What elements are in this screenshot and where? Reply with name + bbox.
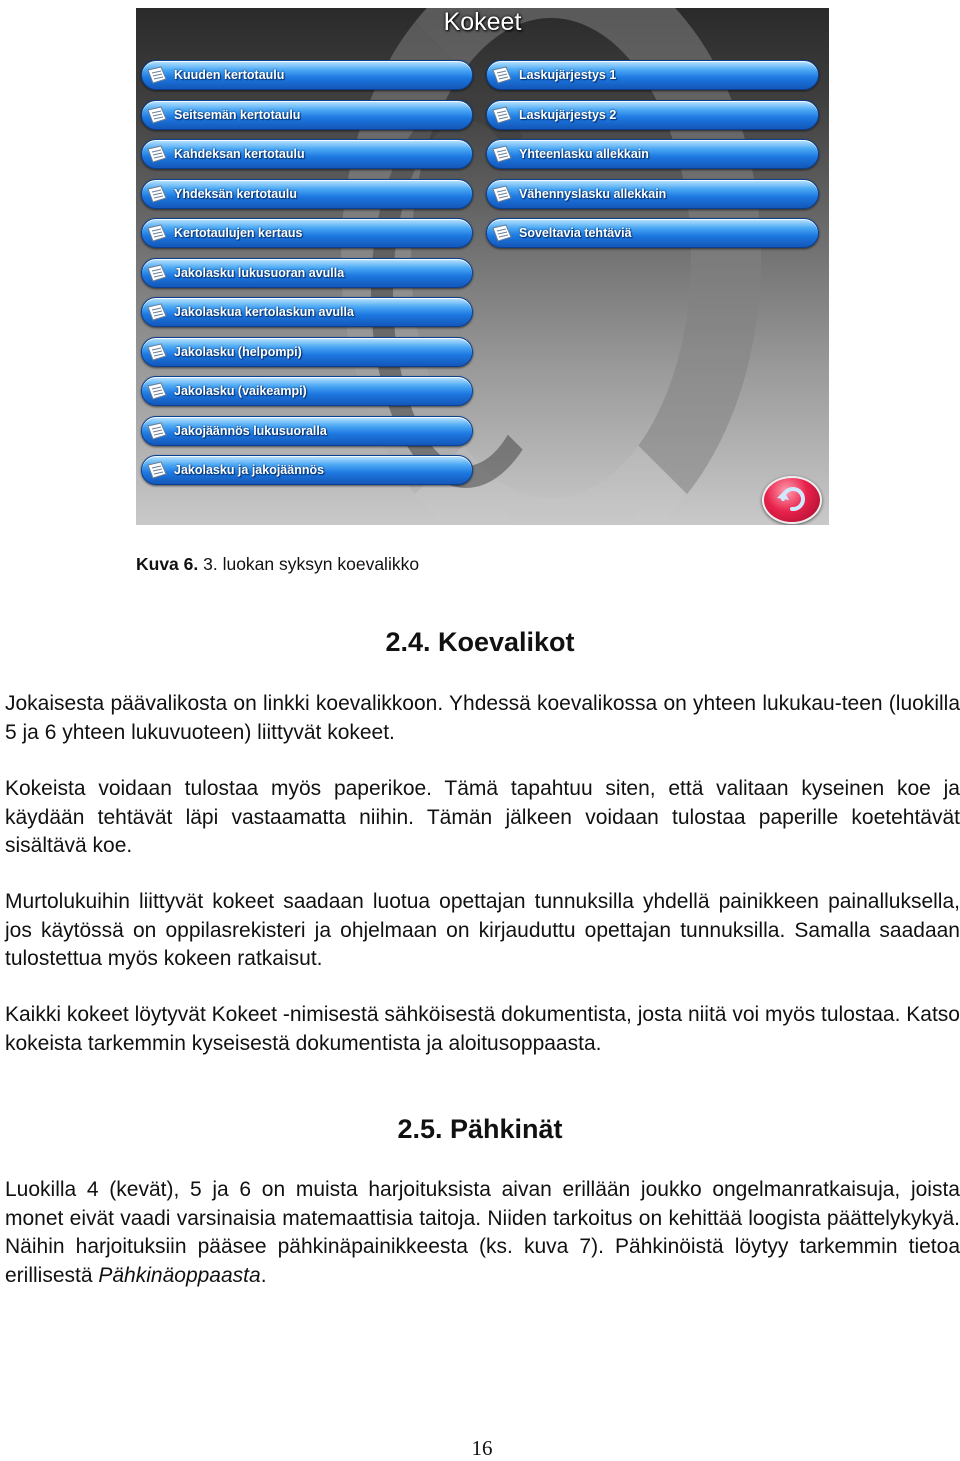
document-icon: [491, 106, 513, 124]
test-menu-left-button[interactable]: [141, 416, 473, 446]
test-menu-left-button[interactable]: [141, 376, 473, 406]
document-icon: [146, 145, 168, 163]
app-title: Kokeet: [443, 8, 522, 36]
test-menu-left-button[interactable]: [141, 179, 473, 209]
test-menu-left-button-label: Yhdeksän kertotaulu: [174, 186, 297, 201]
test-menu-right-button[interactable]: [486, 218, 819, 248]
test-menu-left-button-label: Kahdeksan kertotaulu: [174, 147, 305, 161]
paragraph-1: Jokaisesta päävalikosta on linkki koevalikkoon. Yhdessä koevalikossa on yhteen lukukau-teen (luokilla 5 ja 6 yhteen lukuvuoteen) liittyvät kokeet.: [5, 692, 960, 744]
document-icon: [146, 66, 168, 84]
document-icon: [146, 224, 168, 242]
paragraph-2: Kokeista voidaan tulostaa myös paperikoe. Tämä tapahtuu siten, että valitaan kyseinen koe ja käydään tehtävät läpi vastaamatta niihin. Tämän jälkeen voidaan tulostaa paperille koetehtävät sisältävä koe.: [5, 777, 960, 857]
caption-text: 3. luokan syksyn koevalikko: [203, 554, 420, 574]
back-button[interactable]: [762, 476, 822, 524]
return-arrow-icon: [775, 484, 809, 514]
test-menu-left-button[interactable]: [141, 258, 473, 288]
document-icon: [146, 303, 168, 321]
caption-label: Kuva 6.: [136, 554, 199, 574]
document-icon: [146, 422, 168, 440]
paragraph-pahkinat-end: .: [260, 1263, 267, 1287]
paragraph-3: Murtolukuihin liittyvät kokeet saadaan luotua opettajan tunnuksilla yhdellä painikkeen painalluksella, jos käytössä on oppilasrekisteri ja ohjelmaan on kirjauduttu opettajan tunnuksilla. Samalla saadaan tulostettua myös kokeen ratkaisut.: [5, 890, 960, 970]
heading-koevalikot: 2.4. Koevalikot: [385, 627, 575, 657]
test-menu-left-button-label: Jakolasku lukusuoran avulla: [174, 265, 345, 280]
koevalikko-screenshot: [136, 8, 829, 525]
test-menu-right-button[interactable]: [486, 100, 819, 130]
document-icon: [146, 461, 168, 479]
test-menu-right-button[interactable]: [486, 139, 819, 169]
test-menu-left-button-label: Kertotaulujen kertaus: [174, 226, 303, 240]
test-menu-left-button-label: Seitsemän kertotaulu: [174, 107, 301, 122]
test-menu-left-button-label: Jakolasku ja jakojäännös: [174, 463, 325, 477]
test-menu-right-button-label: Laskujärjestys 2: [519, 107, 617, 122]
test-menu-right-button[interactable]: [486, 179, 819, 209]
test-menu-right-button-label: Laskujärjestys 1: [519, 68, 617, 82]
document-icon: [146, 106, 168, 124]
paragraph-pahkinat-text: Luokilla 4 (kevät), 5 ja 6 on muista harjoituksista aivan erillään joukko ongelmanratkaisuja, joista monet eivät vaadi varsinaisia matemaattisia taitoja. Niiden tarkoitus on kehittää loogista päättelykykyä. Näihin harjoituksiin pääsee pähkinäpainikkeesta (ks. kuva 7). Pähkinöistä löytyy tarkemmin tietoa erillisestä: [5, 1178, 960, 1287]
test-menu-left-button-label: Jakolasku (helpompi): [174, 344, 302, 359]
test-menu-left-button[interactable]: [141, 100, 473, 130]
test-menu-left-button[interactable]: [141, 337, 473, 367]
document-icon: [491, 224, 513, 242]
paragraph-pahkinat: [5, 1176, 960, 1290]
left-button-column: [141, 60, 473, 495]
paragraph-4: Kaikki kokeet löytyvät Kokeet -nimisestä sähköisestä dokumentista, josta niitä voi myös tulostaa. Katso kokeista tarkemmin kyseisestä dokumentista ja aloitusoppaasta.: [5, 1003, 960, 1055]
test-menu-left-button[interactable]: [141, 218, 473, 248]
test-menu-right-button[interactable]: [486, 60, 819, 90]
document-icon: [146, 382, 168, 400]
test-menu-right-button-label: Soveltavia tehtäviä: [519, 226, 632, 240]
test-menu-left-button[interactable]: [141, 455, 473, 485]
document-icon: [491, 185, 513, 203]
test-menu-left-button-label: Jakojäännös lukusuoralla: [174, 423, 327, 438]
document-icon: [146, 264, 168, 282]
test-menu-right-button-label: Yhteenlasku allekkain: [519, 147, 649, 161]
document-icon: [146, 343, 168, 361]
right-button-column: [486, 60, 819, 258]
page-number: 16: [471, 1436, 493, 1460]
test-menu-left-button-label: Kuuden kertotaulu: [174, 68, 285, 82]
test-menu-left-button-label: Jakolaskua kertolaskun avulla: [174, 305, 354, 319]
test-menu-left-button[interactable]: [141, 60, 473, 90]
test-menu-left-button[interactable]: [141, 139, 473, 169]
test-menu-right-button-label: Vähennyslasku allekkain: [519, 186, 667, 201]
pahkinaopas-title: Pähkinäoppaasta: [98, 1263, 261, 1287]
document-icon: [146, 185, 168, 203]
figure-caption: [136, 554, 419, 575]
document-icon: [491, 66, 513, 84]
heading-pahkinat: 2.5. Pähkinät: [397, 1114, 563, 1144]
test-menu-left-button-label: Jakolasku (vaikeampi): [174, 384, 307, 398]
test-menu-left-button[interactable]: [141, 297, 473, 327]
document-icon: [491, 145, 513, 163]
